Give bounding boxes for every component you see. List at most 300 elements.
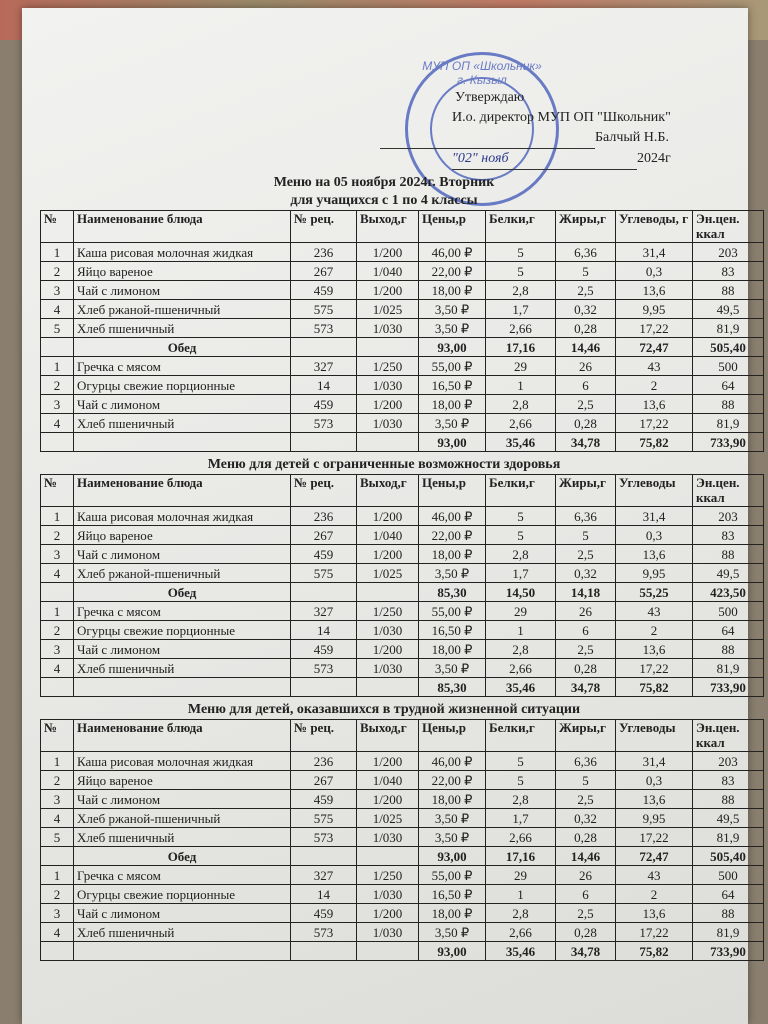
table-cell: 75,82 bbox=[616, 433, 693, 452]
table-cell: 5 bbox=[486, 243, 556, 262]
table-cell: 18,00 ₽ bbox=[419, 640, 486, 659]
table-cell: 1/030 bbox=[357, 621, 419, 640]
table-cell: 22,00 ₽ bbox=[419, 526, 486, 545]
table-cell: 0,3 bbox=[616, 526, 693, 545]
column-header: Жиры,г bbox=[556, 720, 616, 752]
table-cell: 18,00 ₽ bbox=[419, 904, 486, 923]
table-cell: 236 bbox=[291, 507, 357, 526]
table-cell: 17,16 bbox=[486, 338, 556, 357]
total-row bbox=[41, 338, 764, 357]
column-header: Жиры,г bbox=[556, 211, 616, 243]
table-cell: 72,47 bbox=[616, 847, 693, 866]
table-cell: 573 bbox=[291, 414, 357, 433]
table-cell: 2,5 bbox=[556, 395, 616, 414]
table-row bbox=[41, 771, 764, 790]
table-cell: 1/025 bbox=[357, 809, 419, 828]
table-cell: 17,22 bbox=[616, 923, 693, 942]
table-cell: 49,5 bbox=[693, 300, 764, 319]
table-heading-3: Меню для детей, оказавшихся в трудной жизненной ситуации bbox=[187, 702, 581, 717]
table-cell: 2,5 bbox=[556, 904, 616, 923]
table-cell: 17,16 bbox=[486, 847, 556, 866]
table-cell: 0,28 bbox=[556, 828, 616, 847]
table-cell: 2,8 bbox=[486, 640, 556, 659]
table-cell: 1/030 bbox=[357, 414, 419, 433]
table-row bbox=[41, 262, 764, 281]
table-cell: 88 bbox=[693, 640, 764, 659]
table-cell: Каша рисовая молочная жидкая bbox=[74, 507, 291, 526]
table-cell: 0,28 bbox=[556, 414, 616, 433]
table-cell: 1/030 bbox=[357, 376, 419, 395]
table-cell: 13,6 bbox=[616, 904, 693, 923]
menu-table bbox=[40, 474, 764, 697]
table-cell: 64 bbox=[693, 621, 764, 640]
table-cell: 459 bbox=[291, 545, 357, 564]
table-cell: 35,46 bbox=[486, 678, 556, 697]
table-cell bbox=[357, 847, 419, 866]
table-cell: 46,00 ₽ bbox=[419, 507, 486, 526]
table-cell: 2,66 bbox=[486, 923, 556, 942]
table-cell: 2 bbox=[41, 771, 74, 790]
column-header: Эн.цен. ккал bbox=[693, 211, 764, 243]
table-header-row bbox=[41, 211, 764, 243]
table-cell: 2,8 bbox=[486, 904, 556, 923]
table-cell: Чай с лимоном bbox=[74, 640, 291, 659]
table-cell: 88 bbox=[693, 395, 764, 414]
table-cell: 2,66 bbox=[486, 828, 556, 847]
table-cell: 1/250 bbox=[357, 602, 419, 621]
table-cell: 18,00 ₽ bbox=[419, 790, 486, 809]
column-header: Цены,р bbox=[419, 475, 486, 507]
menu-table bbox=[40, 210, 764, 452]
table-cell: Хлеб ржаной-пшеничный bbox=[74, 809, 291, 828]
table-cell: 46,00 ₽ bbox=[419, 752, 486, 771]
table-cell: 1 bbox=[41, 507, 74, 526]
table-cell: 88 bbox=[693, 790, 764, 809]
approval-date-line bbox=[452, 149, 671, 170]
table-cell: 2,5 bbox=[556, 790, 616, 809]
table-cell: Яйцо вареное bbox=[74, 526, 291, 545]
table-row bbox=[41, 281, 764, 300]
table-cell: 0,32 bbox=[556, 564, 616, 583]
table-cell: Хлеб пшеничный bbox=[74, 319, 291, 338]
table-cell: 573 bbox=[291, 319, 357, 338]
table-cell bbox=[357, 433, 419, 452]
table-cell: 203 bbox=[693, 507, 764, 526]
table-cell bbox=[291, 583, 357, 602]
table-row bbox=[41, 507, 764, 526]
table-cell: 0,3 bbox=[616, 262, 693, 281]
table-cell: 1/040 bbox=[357, 262, 419, 281]
table-cell: Обед bbox=[74, 847, 291, 866]
table-cell: Огурцы свежие порционные bbox=[74, 621, 291, 640]
table-cell: 1/200 bbox=[357, 640, 419, 659]
table-cell: 14 bbox=[291, 885, 357, 904]
table-cell: Хлеб ржаной-пшеничный bbox=[74, 300, 291, 319]
table-cell: 733,90 bbox=[693, 942, 764, 961]
table-cell: 1/030 bbox=[357, 885, 419, 904]
table-cell: 267 bbox=[291, 526, 357, 545]
table-cell: 459 bbox=[291, 281, 357, 300]
table-row bbox=[41, 526, 764, 545]
table-cell: 575 bbox=[291, 809, 357, 828]
table-cell bbox=[41, 942, 74, 961]
column-header: Наименование блюда bbox=[74, 720, 291, 752]
table-cell: 13,6 bbox=[616, 790, 693, 809]
table-cell: 3,50 ₽ bbox=[419, 414, 486, 433]
approver-position: И.о. директор МУП ОП "Школьник" bbox=[452, 110, 671, 125]
table-cell: 505,40 bbox=[693, 338, 764, 357]
table-cell bbox=[291, 433, 357, 452]
table-cell: 43 bbox=[616, 602, 693, 621]
total-row bbox=[41, 678, 764, 697]
table-cell: 1/200 bbox=[357, 790, 419, 809]
table-cell: 43 bbox=[616, 866, 693, 885]
column-header: Цены,р bbox=[419, 211, 486, 243]
table-cell bbox=[357, 583, 419, 602]
table-cell: 2 bbox=[616, 885, 693, 904]
table-cell: 83 bbox=[693, 771, 764, 790]
table-cell: 31,4 bbox=[616, 752, 693, 771]
table-cell: 1/200 bbox=[357, 752, 419, 771]
table-cell: 34,78 bbox=[556, 678, 616, 697]
table-cell: 4 bbox=[41, 659, 74, 678]
table-cell: 1/030 bbox=[357, 923, 419, 942]
table-cell: 9,95 bbox=[616, 564, 693, 583]
column-header: Выход,г bbox=[357, 720, 419, 752]
table-cell: 31,4 bbox=[616, 243, 693, 262]
table-cell: Яйцо вареное bbox=[74, 262, 291, 281]
table-cell: 14 bbox=[291, 621, 357, 640]
table-cell: 5 bbox=[486, 507, 556, 526]
table-cell: 34,78 bbox=[556, 433, 616, 452]
table-row bbox=[41, 621, 764, 640]
column-header: Эн.цен. ккал bbox=[693, 720, 764, 752]
table-cell bbox=[357, 678, 419, 697]
table-cell: Хлеб пшеничный bbox=[74, 923, 291, 942]
table-cell: 573 bbox=[291, 828, 357, 847]
table-cell: 29 bbox=[486, 866, 556, 885]
table-header-row bbox=[41, 475, 764, 507]
table-cell: 55,00 ₽ bbox=[419, 866, 486, 885]
table-cell: 1/025 bbox=[357, 300, 419, 319]
table-cell: 1/025 bbox=[357, 564, 419, 583]
table-cell: 83 bbox=[693, 262, 764, 281]
table-cell: 9,95 bbox=[616, 809, 693, 828]
table-cell: 81,9 bbox=[693, 828, 764, 847]
table-cell: 17,22 bbox=[616, 828, 693, 847]
table-cell: 3,50 ₽ bbox=[419, 923, 486, 942]
table-cell: Обед bbox=[74, 583, 291, 602]
table-cell: 5 bbox=[556, 526, 616, 545]
table-cell: 203 bbox=[693, 243, 764, 262]
table-cell: 26 bbox=[556, 866, 616, 885]
table-cell: 327 bbox=[291, 866, 357, 885]
table-cell: 26 bbox=[556, 357, 616, 376]
column-header: № bbox=[41, 475, 74, 507]
table-cell: 459 bbox=[291, 640, 357, 659]
table-cell: 1/030 bbox=[357, 319, 419, 338]
table-cell: 6 bbox=[556, 621, 616, 640]
table-cell bbox=[41, 583, 74, 602]
approver-name: Балчый Н.Б. bbox=[595, 130, 669, 145]
column-header: Белки,г bbox=[486, 720, 556, 752]
column-header: Эн.цен. ккал bbox=[693, 475, 764, 507]
table-cell bbox=[357, 338, 419, 357]
column-header: Белки,г bbox=[486, 211, 556, 243]
table-cell: 500 bbox=[693, 602, 764, 621]
table-cell: 1 bbox=[486, 885, 556, 904]
table-cell: 13,6 bbox=[616, 545, 693, 564]
table-cell: 55,00 ₽ bbox=[419, 602, 486, 621]
table-cell: 3,50 ₽ bbox=[419, 564, 486, 583]
column-header: № рец. bbox=[291, 211, 357, 243]
table-cell: Чай с лимоном bbox=[74, 904, 291, 923]
table-cell: Хлеб пшеничный bbox=[74, 414, 291, 433]
table-cell: 72,47 bbox=[616, 338, 693, 357]
table-heading-1: для учащихся с 1 по 4 классы bbox=[290, 193, 478, 208]
table-cell: 81,9 bbox=[693, 659, 764, 678]
table-cell: Чай с лимоном bbox=[74, 281, 291, 300]
table-row bbox=[41, 300, 764, 319]
table-cell: 22,00 ₽ bbox=[419, 262, 486, 281]
table-cell bbox=[41, 847, 74, 866]
table-cell: 64 bbox=[693, 885, 764, 904]
table-cell: 0,28 bbox=[556, 319, 616, 338]
table-cell: 5 bbox=[41, 319, 74, 338]
table-cell: 1/200 bbox=[357, 281, 419, 300]
table-cell: 2 bbox=[616, 376, 693, 395]
table-cell: 1/200 bbox=[357, 243, 419, 262]
table-cell bbox=[41, 678, 74, 697]
table-cell: Яйцо вареное bbox=[74, 771, 291, 790]
table-cell: 1/040 bbox=[357, 771, 419, 790]
table-cell: Хлеб ржаной-пшеничный bbox=[74, 564, 291, 583]
table-cell: 2 bbox=[41, 262, 74, 281]
table-cell: 733,90 bbox=[693, 433, 764, 452]
table-cell: 2 bbox=[41, 885, 74, 904]
table-cell: 18,00 ₽ bbox=[419, 281, 486, 300]
table-cell: 1,7 bbox=[486, 300, 556, 319]
table-cell: 93,00 bbox=[419, 338, 486, 357]
table-row bbox=[41, 376, 764, 395]
table-cell: 3,50 ₽ bbox=[419, 300, 486, 319]
table-cell: Чай с лимоном bbox=[74, 790, 291, 809]
table-row bbox=[41, 752, 764, 771]
table-cell: 14,18 bbox=[556, 583, 616, 602]
table-cell: 3 bbox=[41, 640, 74, 659]
table-row bbox=[41, 866, 764, 885]
table-cell: 55,00 ₽ bbox=[419, 357, 486, 376]
total-row bbox=[41, 583, 764, 602]
table-cell: 5 bbox=[556, 262, 616, 281]
table-cell: 46,00 ₽ bbox=[419, 243, 486, 262]
approve-label: Утверждаю bbox=[455, 90, 525, 105]
table-cell: 2,66 bbox=[486, 659, 556, 678]
table-cell: 88 bbox=[693, 545, 764, 564]
table-row bbox=[41, 790, 764, 809]
table-cell: 3 bbox=[41, 790, 74, 809]
table-cell: 81,9 bbox=[693, 923, 764, 942]
table-cell: 500 bbox=[693, 866, 764, 885]
table-cell: 0,28 bbox=[556, 923, 616, 942]
table-cell bbox=[357, 942, 419, 961]
table-cell bbox=[74, 678, 291, 697]
table-cell: Чай с лимоном bbox=[74, 395, 291, 414]
table-cell: 1/030 bbox=[357, 659, 419, 678]
table-cell: 575 bbox=[291, 564, 357, 583]
table-cell: Гречка с мясом bbox=[74, 866, 291, 885]
table-cell: 75,82 bbox=[616, 678, 693, 697]
table-cell: Хлеб пшеничный bbox=[74, 659, 291, 678]
table-cell: 29 bbox=[486, 357, 556, 376]
table-cell: 3,50 ₽ bbox=[419, 659, 486, 678]
table-cell: 18,00 ₽ bbox=[419, 395, 486, 414]
table-cell: 34,78 bbox=[556, 942, 616, 961]
table-cell: 236 bbox=[291, 243, 357, 262]
column-header: Углеводы bbox=[616, 720, 693, 752]
column-header: Наименование блюда bbox=[74, 211, 291, 243]
table-cell: 14 bbox=[291, 376, 357, 395]
table-cell: 1/200 bbox=[357, 507, 419, 526]
menu-table bbox=[40, 719, 764, 961]
table-cell: Каша рисовая молочная жидкая bbox=[74, 243, 291, 262]
table-row bbox=[41, 885, 764, 904]
column-header: Углеводы bbox=[616, 475, 693, 507]
table-cell: 35,46 bbox=[486, 942, 556, 961]
table-cell: 459 bbox=[291, 904, 357, 923]
table-cell: 423,50 bbox=[693, 583, 764, 602]
approver-signature-line bbox=[380, 128, 671, 149]
table-cell: 1,7 bbox=[486, 809, 556, 828]
table-cell: 3,50 ₽ bbox=[419, 319, 486, 338]
table-cell: 13,6 bbox=[616, 395, 693, 414]
table-cell: 1 bbox=[41, 866, 74, 885]
table-cell: 75,82 bbox=[616, 942, 693, 961]
table-cell: 14,50 bbox=[486, 583, 556, 602]
table-cell: 93,00 bbox=[419, 433, 486, 452]
table-cell: 17,22 bbox=[616, 659, 693, 678]
table-cell: 1,7 bbox=[486, 564, 556, 583]
approval-date: "02" нояб bbox=[452, 151, 509, 166]
table-cell: 2 bbox=[41, 621, 74, 640]
stamp-center-text: МУП ОП «Школьник» г. Кызыл bbox=[422, 59, 542, 87]
table-cell: 2 bbox=[41, 526, 74, 545]
table-cell: 5 bbox=[486, 771, 556, 790]
table-cell: 1/040 bbox=[357, 526, 419, 545]
table-cell: 500 bbox=[693, 357, 764, 376]
table-row bbox=[41, 545, 764, 564]
table-cell: 1 bbox=[41, 602, 74, 621]
column-header: Углеводы, г bbox=[616, 211, 693, 243]
table-cell: 1 bbox=[41, 357, 74, 376]
total-row bbox=[41, 847, 764, 866]
column-header: Белки,г bbox=[486, 475, 556, 507]
table-cell: 16,50 ₽ bbox=[419, 885, 486, 904]
table-cell: 1 bbox=[41, 752, 74, 771]
table-cell: 3,50 ₽ bbox=[419, 809, 486, 828]
page-title: Меню на 05 ноября 2024г. Вторник bbox=[273, 175, 495, 190]
table-cell: 1/200 bbox=[357, 904, 419, 923]
table-cell bbox=[291, 847, 357, 866]
table-cell: 88 bbox=[693, 904, 764, 923]
table-cell: 83 bbox=[693, 526, 764, 545]
table-row bbox=[41, 564, 764, 583]
column-header: № bbox=[41, 720, 74, 752]
table-row bbox=[41, 828, 764, 847]
table-cell bbox=[74, 433, 291, 452]
table-cell: 88 bbox=[693, 281, 764, 300]
table-cell: Чай с лимоном bbox=[74, 545, 291, 564]
table-cell: 2,5 bbox=[556, 640, 616, 659]
table-cell: 6,36 bbox=[556, 507, 616, 526]
table-cell: 5 bbox=[486, 526, 556, 545]
table-cell: 18,00 ₽ bbox=[419, 545, 486, 564]
table-cell: 49,5 bbox=[693, 809, 764, 828]
table-cell: 267 bbox=[291, 262, 357, 281]
approval-block bbox=[452, 88, 671, 170]
table-cell: 2,5 bbox=[556, 545, 616, 564]
table-cell: 327 bbox=[291, 602, 357, 621]
table-cell: 573 bbox=[291, 923, 357, 942]
table-row bbox=[41, 319, 764, 338]
table-cell: 14,46 bbox=[556, 338, 616, 357]
table-row bbox=[41, 243, 764, 262]
table-cell: 5 bbox=[556, 771, 616, 790]
table-header-row bbox=[41, 720, 764, 752]
table-cell: 505,40 bbox=[693, 847, 764, 866]
table-cell: 29 bbox=[486, 602, 556, 621]
table-cell: 2,66 bbox=[486, 319, 556, 338]
table-row bbox=[41, 809, 764, 828]
table-cell: 93,00 bbox=[419, 847, 486, 866]
table-cell: 17,22 bbox=[616, 414, 693, 433]
table-cell: Каша рисовая молочная жидкая bbox=[74, 752, 291, 771]
table-row bbox=[41, 640, 764, 659]
table-cell: 573 bbox=[291, 659, 357, 678]
table-cell: 6 bbox=[556, 885, 616, 904]
column-header: № рец. bbox=[291, 720, 357, 752]
table-cell: 35,46 bbox=[486, 433, 556, 452]
table-cell: Гречка с мясом bbox=[74, 602, 291, 621]
table-cell: 2 bbox=[41, 376, 74, 395]
table-cell: 2,8 bbox=[486, 545, 556, 564]
table-cell: 1 bbox=[486, 376, 556, 395]
table-cell: 0,32 bbox=[556, 300, 616, 319]
table-cell: 17,22 bbox=[616, 319, 693, 338]
table-cell bbox=[291, 942, 357, 961]
table-cell: 49,5 bbox=[693, 564, 764, 583]
table-cell: 26 bbox=[556, 602, 616, 621]
table-cell: 5 bbox=[41, 828, 74, 847]
table-cell: 4 bbox=[41, 809, 74, 828]
table-row bbox=[41, 357, 764, 376]
table-row bbox=[41, 602, 764, 621]
table-cell: 2,8 bbox=[486, 395, 556, 414]
table-cell: 64 bbox=[693, 376, 764, 395]
table-cell: 31,4 bbox=[616, 507, 693, 526]
total-row bbox=[41, 942, 764, 961]
table-cell: 1/250 bbox=[357, 866, 419, 885]
column-header: № bbox=[41, 211, 74, 243]
table-cell: 6,36 bbox=[556, 243, 616, 262]
table-cell bbox=[41, 433, 74, 452]
table-cell: 575 bbox=[291, 300, 357, 319]
table-cell: 5 bbox=[486, 262, 556, 281]
table-cell: 2,8 bbox=[486, 790, 556, 809]
table-cell: 4 bbox=[41, 414, 74, 433]
table-cell: 1 bbox=[486, 621, 556, 640]
table-cell: 3 bbox=[41, 281, 74, 300]
